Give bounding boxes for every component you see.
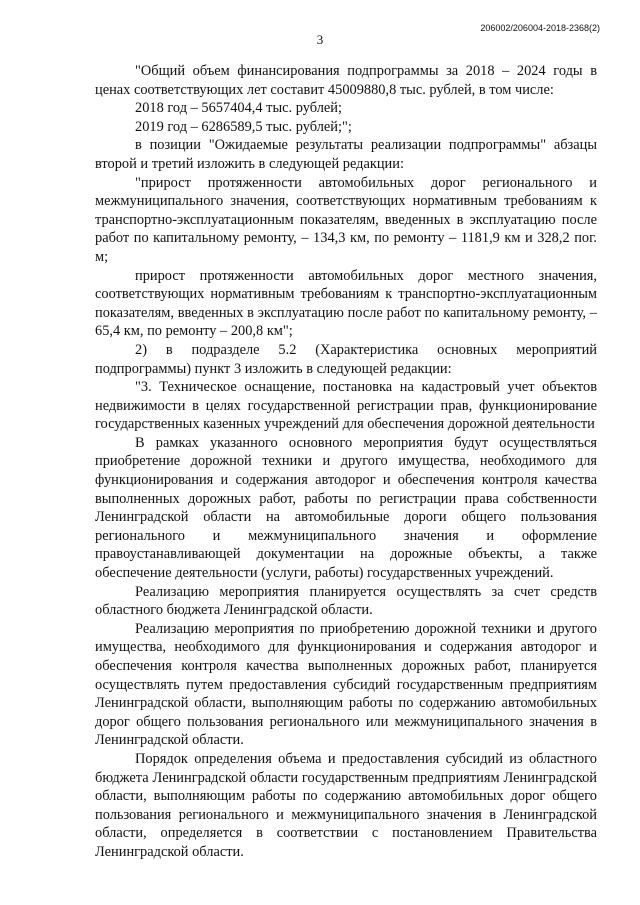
document-body — [95, 62, 597, 862]
paragraph-2018: 2018 год – 5657404,4 тыс. рублей; — [135, 100, 342, 117]
paragraph-subsection-5-2: 2) в подразделе 5.2 (Характеристика основных мероприятий подпрограммы) пункт 3 изложить в следующей редакции: — [95, 341, 597, 377]
paragraph-item-3: "3. Техническое оснащение, постановка на кадастровый учет объектов недвижимости в целях государственной регистрации прав, функционирование государственных казенных учреждений для обеспечения дорожной деятельности — [95, 379, 597, 433]
paragraph-expected-results: в позиции "Ожидаемые результаты реализации подпрограммы" абзацы второй и третий изложить в следующей редакции: — [95, 137, 597, 172]
paragraph-funding-source: Реализацию мероприятия планируется осуществлять за счет средств областного бюджета Ленинградской области. — [95, 583, 597, 619]
paragraph-regional-roads: "прирост протяженности автомобильных дорог регионального и межмуниципального значения, соответствующих нормативным требованиям к транспортно-эксплуатационным показателям, введенных в эксплуатацию после работ по капитальному ремонту, – 134,3 км, по ремонту – 1181,9 км и 328,2 пог. м; — [95, 174, 597, 265]
paragraph-procedure: Порядок определения объема и предоставления субсидий из областного бюджета Ленинградской области государственным предприятиям Ленинградской области, выполняющим работы по содержанию автомобильных дорог общего пользования регионального и межмуниципального значения в Ленинградской области, определяется в соответствии с постановлением Правительства Ленинградской области. — [95, 750, 597, 860]
document-id: 206002/206004-2018-2368(2) — [480, 23, 600, 33]
page-number: 3 — [316, 32, 324, 47]
paragraph-2019: 2019 год – 6286589,5 тыс. рублей;"; — [135, 118, 352, 135]
paragraph-financing-total: "Общий объем финансирования подпрограммы за 2018 – 2024 годы в ценах соответствующих лет составит 45009880,8 тыс. рублей, в том числе: — [95, 63, 597, 98]
paragraph-local-roads: прирост протяженности автомобильных дорог местного значения, соответствующих нормативным требованиям к транспортно-эксплуатационным показателям, введенных в эксплуатацию после работ по капитальному ремонту, – 65,4 км, по ремонту – 200,8 км"; — [95, 267, 597, 340]
paragraph-main-activity: В рамках указанного основного мероприятия будут осуществляться приобретение дорожной техники и другого имущества, необходимого для функционирования и содержания автодорог и обеспечения контроля качества выполненных дорожных работ, работы по регистрации права собственности Ленинградской области на автомобильные дороги общего пользования регионального и межмуниципального значения и оформление правоустанавливающей документации на дорожные объекты, а также обеспечение деятельности (услуги, работы) государственных учреждений. — [95, 434, 597, 582]
paragraph-subsidies: Реализацию мероприятия по приобретению дорожной техники и другого имущества, необходимого для функционирования и содержания автодорог и обеспечения контроля качества выполненных дорожных работ, планируется осуществлять путем предоставления субсидий государственным предприятиям Ленинградской области, выполняющим работы по содержанию автомобильных дорог общего пользования регионального или межмуниципального значения в Ленинградской области. — [95, 620, 597, 749]
